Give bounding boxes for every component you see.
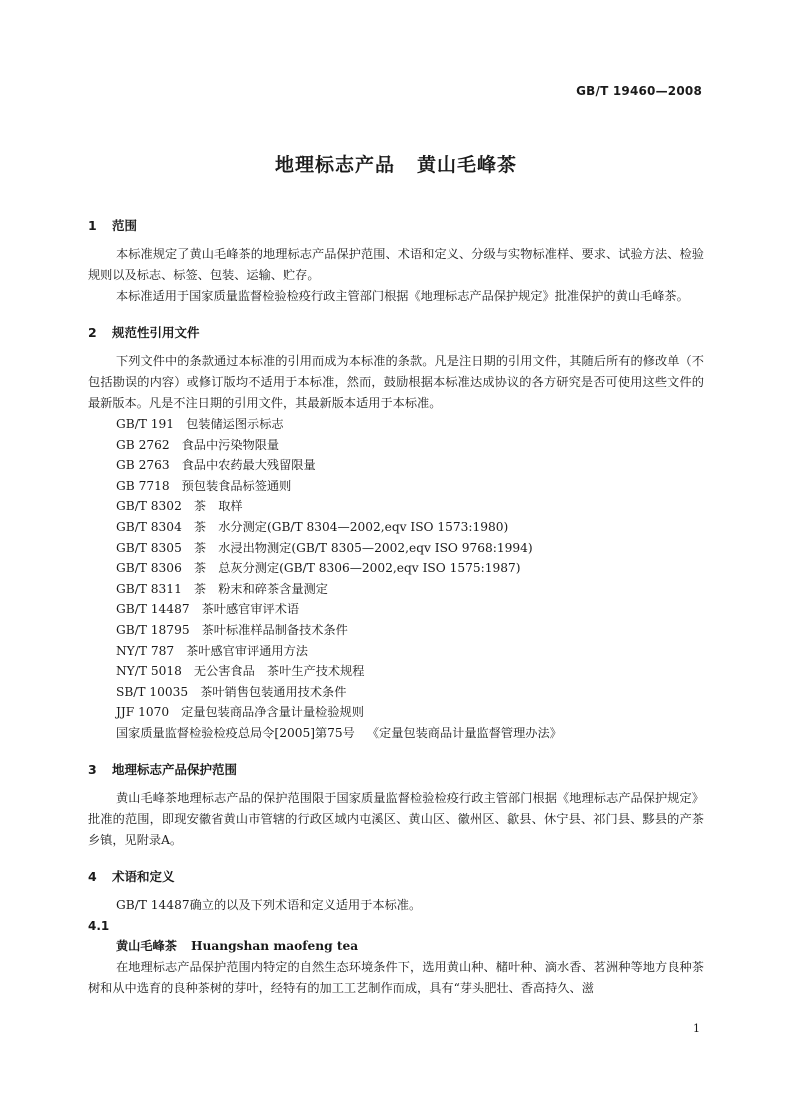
reference-title: 预包装食品标签通则 [181,478,292,493]
section-heading-scope [88,218,704,234]
reference-item [88,414,704,435]
reference-item [88,579,704,600]
reference-title: 茶叶销售包装通用技术条件 [200,684,347,699]
reference-item [88,455,704,476]
term-entry [88,936,704,957]
reference-title: 茶 取样 [193,499,243,514]
reference-title: 食品中污染物限量 [181,437,280,452]
reference-title: 食品中农药最大残留限量 [181,458,316,473]
section-number: 1 [88,218,97,233]
reference-title: 包装储运图示标志 [186,417,284,431]
reference-code: GB 2763 [116,458,170,473]
subsection-number: 4.1 [88,918,110,933]
reference-item [88,517,704,538]
section-title: 术语和定义 [112,868,175,884]
reference-item [88,723,704,744]
paragraph: 本标准适用于国家质量监督检验检疫行政主管部门根据《地理标志产品保护规定》批准保护的黄山毛峰茶。 [116,289,689,303]
reference-title: 茶 水浸出物测定(GB/T 8305—2002,eqv ISO 9768:1994) [193,540,533,555]
term-definition: 在地理标志产品保护范围内特定的自然生态环境条件下，选用黄山种、槠叶种、滴水香、茗洲种等地方良种茶树和从中选育的良种茶树的芽叶，经特有的加工工艺制作而成，具有“芽头肥壮、香高持久、滋 [88,959,704,995]
term-english: Huangshan maofeng tea [190,938,359,953]
reference-code: NY/T 787 [116,643,175,658]
reference-title: 茶 水分测定(GB/T 8304—2002,eqv ISO 1573:1980) [193,519,509,534]
title-part-2: 黄山毛峰茶 [417,154,518,176]
document-body [88,200,704,999]
section-number: 4 [88,868,97,884]
section-heading-normative-references [88,325,704,341]
reference-item [88,476,704,497]
reference-code: GB/T 8306 [116,561,182,576]
paragraph: GB/T 14487确立的以及下列术语和定义适用于本标准。 [116,897,422,912]
reference-code: GB 2762 [116,437,170,452]
document-title [0,150,792,177]
reference-item [88,661,704,682]
section-number: 3 [88,761,97,777]
reference-item [88,599,704,620]
reference-list [88,414,704,744]
reference-code: GB/T 191 [116,417,175,431]
section-title: 地理标志产品保护范围 [112,761,238,777]
reference-item [88,558,704,579]
reference-title: 茶 总灰分测定(GB/T 8306—2002,eqv ISO 1575:1987) [193,561,521,576]
reference-title: 茶叶标准样品制备技术条件 [201,622,348,637]
reference-title: 茶 粉末和碎茶含量测定 [193,581,328,596]
reference-code: SB/T 10035 [116,684,189,699]
section-number: 2 [88,325,97,340]
section-heading-terms-definitions [88,869,704,885]
reference-code: JJF 1070 [116,705,170,720]
reference-item [88,682,704,703]
reference-code: 国家质量监督检验检疫总局令[2005]第75号 [116,725,355,740]
paragraph: 下列文件中的条款通过本标准的引用而成为本标准的条款。凡是注日期的引用文件，其随后所有的修改单（不包括勘误的内容）或修订版均不适用于本标准，然而，鼓励根据本标准达成协议的各方研究是否可使用这些文件的最新版本。凡是不注日期的引用文件，其最新版本适用于本标准。 [88,354,704,410]
title-part-1: 地理标志产品 [274,154,395,176]
reference-title: 茶叶感官审评术语 [201,602,300,617]
reference-code: GB/T 18795 [116,622,190,637]
reference-item [88,538,704,559]
paragraph: 本标准规定了黄山毛峰茶的地理标志产品保护范围、术语和定义、分级与实物标准样、要求、试验方法、检验规则以及标志、标签、包装、运输、贮存。 [88,247,704,282]
reference-item [88,641,704,662]
reference-code: GB/T 8311 [116,581,182,596]
page-number: 1 [693,1022,700,1035]
section-title: 规范性引用文件 [112,325,200,340]
section-title: 范围 [112,218,138,233]
paragraph: 黄山毛峰茶地理标志产品的保护范围限于国家质量监督检验检疫行政主管部门根据《地理标志产品保护规定》批准的范围，即现安徽省黄山市管辖的行政区域内屯溪区、黄山区、徽州区、歙县、休宁县、祁门县、黟县的产茶乡镇，见附录A。 [88,790,704,847]
reference-title: 茶叶感官审评通用方法 [186,643,308,658]
reference-code: GB/T 8305 [116,540,182,555]
reference-code: NY/T 5018 [116,664,182,679]
reference-item [88,496,704,517]
reference-code: GB/T 8302 [116,499,182,514]
reference-item [88,620,704,641]
reference-code: GB/T 8304 [116,519,182,534]
reference-code: GB 7718 [116,478,170,493]
standard-code: GB/T 19460—2008 [576,84,702,98]
reference-title: 《定量包装商品计量监督管理办法》 [366,725,562,740]
reference-code: GB/T 14487 [116,602,190,617]
term-chinese: 黄山毛峰茶 [116,938,177,953]
reference-title: 无公害食品 茶叶生产技术规程 [193,664,365,679]
section-heading-protection-scope [88,762,704,778]
reference-title: 定量包装商品净含量计量检验规则 [181,705,364,720]
reference-item [88,435,704,456]
reference-item [88,702,704,723]
